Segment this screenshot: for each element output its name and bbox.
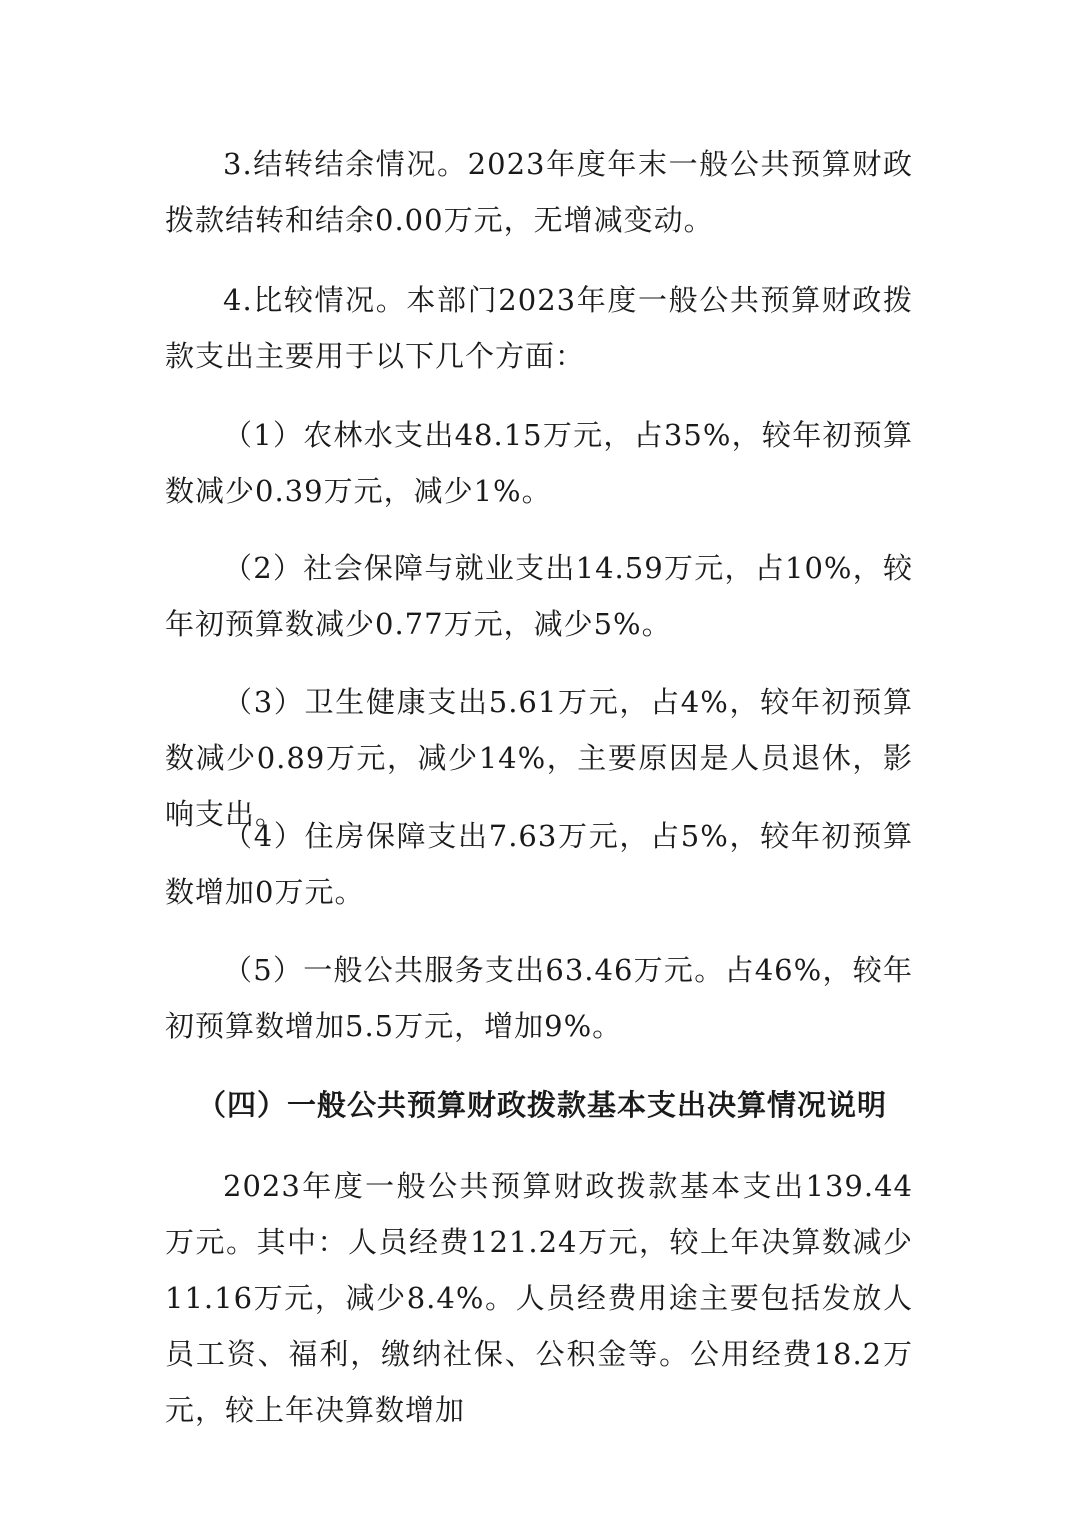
paragraph-social-security-expense: （2）社会保障与就业支出14.59万元，占10%，较年初预算数减少0.77万元，减少5%。 [165,551,913,641]
paragraph-carryover-balance: 3.结转结余情况。2023年度年末一般公共预算财政拨款结转和结余0.00万元，无增减变动。 [165,147,913,237]
paragraph-housing-expense: （4）住房保障支出7.63万元，占5%，较年初预算数增加0万元。 [165,819,913,909]
paragraph-basic-expense: 2023年度一般公共预算财政拨款基本支出139.44万元。其中：人员经费121.24万元，较上年决算数减少11.16万元，减少8.4%。人员经费用途主要包括发放人员工资、福利，缴纳社保、公积金等。公用经费18.2万元，较上年决算数增加 [165,1169,913,1427]
section-heading: （四）一般公共预算财政拨款基本支出决算情况说明 [197,1088,888,1122]
paragraph-agriculture-expense: （1）农林水支出48.15万元，占35%，较年初预算数减少0.39万元，减少1%。 [165,418,913,508]
paragraph-health-expense: （3）卫生健康支出5.61万元，占4%，较年初预算数减少0.89万元，减少14%，主要原因是人员退休，影响支出。 [165,685,913,831]
paragraph-public-service-expense: （5）一般公共服务支出63.46万元。占46%，较年初预算数增加5.5万元，增加9%。 [165,953,913,1043]
paragraph-comparison-intro: 4.比较情况。本部门2023年度一般公共预算财政拨款支出主要用于以下几个方面： [165,283,913,373]
